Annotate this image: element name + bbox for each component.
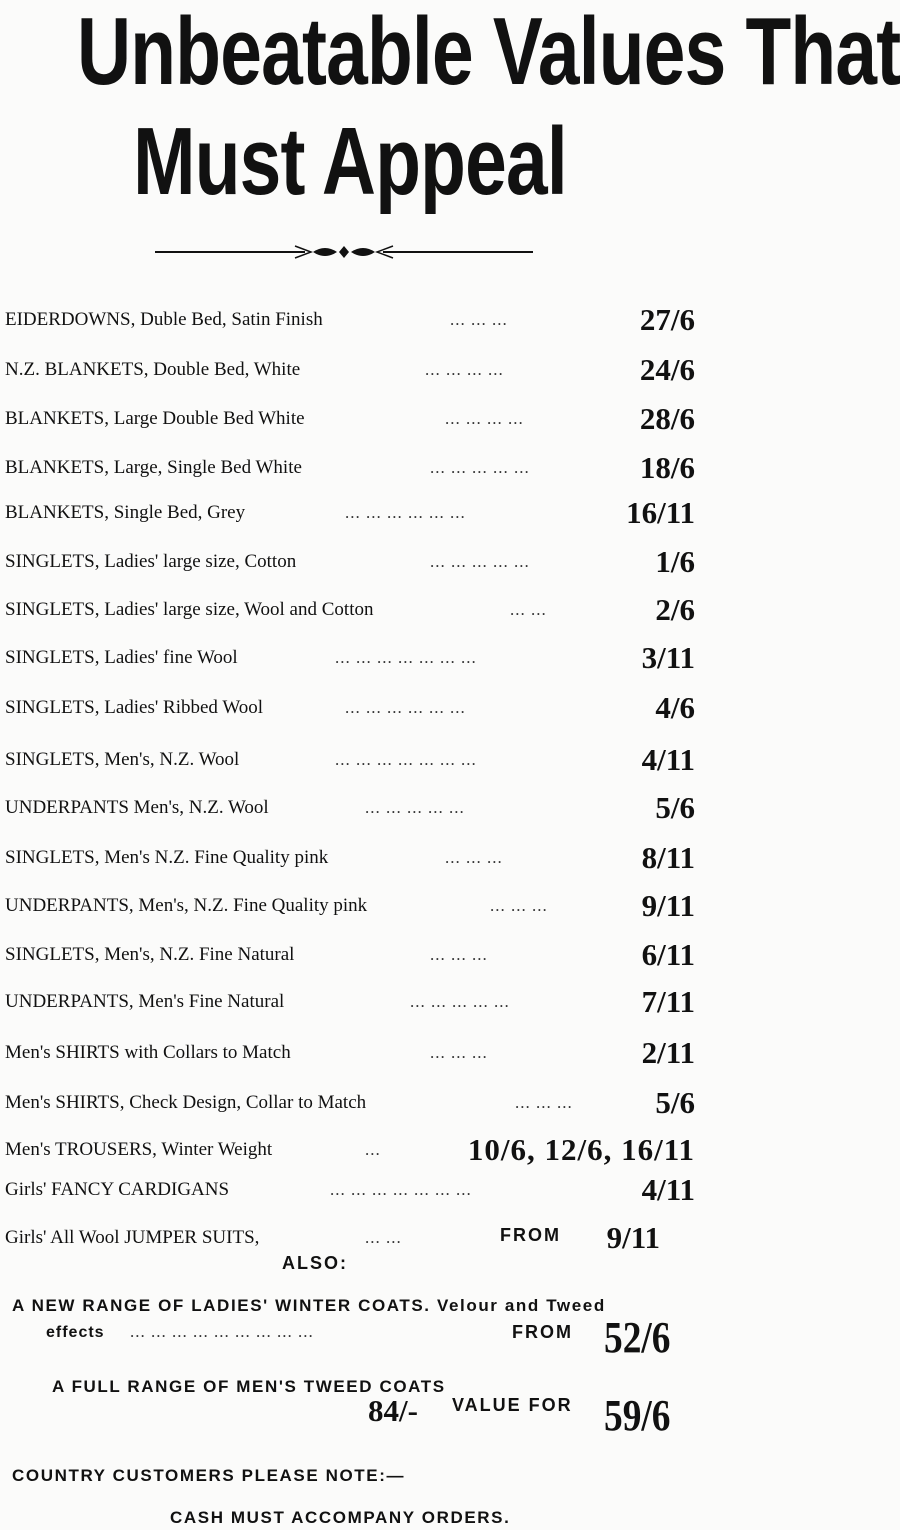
- list-item: [5, 350, 695, 390]
- item-name: BLANKETS, Single Bed, Grey: [5, 502, 246, 523]
- also-label: ALSO:: [282, 1253, 348, 1273]
- list-item: [5, 493, 695, 533]
- headline-line-2: Must Appeal: [133, 108, 567, 215]
- leader-dots: ... ... ... ... ... ... ...: [335, 648, 477, 667]
- item-name: SINGLETS, Ladies' fine Wool: [5, 647, 238, 668]
- leader-dots: ... ... ... ... ...: [430, 552, 530, 571]
- item-name: Men's TROUSERS, Winter Weight: [5, 1139, 273, 1160]
- item-price: 1/6: [655, 544, 695, 579]
- item-price: 6/11: [641, 937, 695, 972]
- leader-dots: ... ... ... ... ... ... ...: [335, 750, 477, 769]
- item-price: 4/11: [641, 1172, 695, 1207]
- item-name: SINGLETS, Men's, N.Z. Wool: [5, 749, 240, 770]
- value-for-label: VALUE FOR: [452, 1395, 573, 1415]
- cash-orders-note: CASH MUST ACCOMPANY ORDERS.: [170, 1508, 511, 1527]
- item-name: UNDERPANTS, Men's Fine Natural: [5, 991, 285, 1012]
- item-price: 4/6: [655, 690, 695, 725]
- leader-dots: ...: [365, 1140, 381, 1159]
- item-name: N.Z. BLANKETS, Double Bed, White: [5, 359, 301, 380]
- item-name: Girls' All Wool JUMPER SUITS,: [5, 1227, 260, 1248]
- item-name: BLANKETS, Large Double Bed White: [5, 408, 305, 429]
- item-name: SINGLETS, Ladies' large size, Wool and Cotton: [5, 599, 374, 620]
- list-item: [5, 886, 695, 926]
- list-item: [5, 935, 695, 975]
- list-item: [5, 542, 695, 582]
- item-name: Men's SHIRTS, Check Design, Collar to Match: [5, 1092, 367, 1113]
- list-item: [5, 1170, 695, 1210]
- from-label: FROM: [500, 1225, 561, 1245]
- item-price: 28/6: [639, 401, 695, 436]
- item-name: SINGLETS, Ladies' large size, Cotton: [5, 551, 297, 572]
- item-price: 16/11: [626, 495, 695, 530]
- leader-dots: ... ... ... ... ...: [430, 458, 530, 477]
- item-name: SINGLETS, Men's N.Z. Fine Quality pink: [5, 847, 329, 868]
- item-price: 7/11: [641, 984, 695, 1019]
- item-price: 24/6: [639, 352, 695, 387]
- item-price: 18/6: [639, 450, 695, 485]
- list-item: [5, 638, 695, 678]
- list-item: [5, 300, 695, 340]
- item-price: 5/6: [655, 790, 695, 825]
- item-price: 2/11: [641, 1035, 695, 1070]
- item-name: Girls' FANCY CARDIGANS: [5, 1179, 230, 1200]
- list-item: [5, 1130, 695, 1170]
- leader-dots: ... ... ... ... ...: [410, 992, 510, 1011]
- item-name: Men's SHIRTS with Collars to Match: [5, 1042, 291, 1063]
- leader-dots: ... ... ... ... ... ...: [345, 503, 466, 522]
- item-name: EIDERDOWNS, Duble Bed, Satin Finish: [5, 309, 323, 330]
- list-item: [5, 788, 695, 828]
- leader-dots: ... ... ...: [515, 1093, 573, 1112]
- item-price: 9/11: [606, 1220, 660, 1255]
- list-item: [5, 740, 695, 780]
- country-customers-note: COUNTRY CUSTOMERS PLEASE NOTE:—: [12, 1466, 406, 1485]
- item-price: 3/11: [641, 640, 695, 675]
- list-item: [5, 838, 695, 878]
- mens-coats-line-1: A FULL RANGE OF MEN'S TWEED COATS: [52, 1377, 446, 1396]
- item-price: 8/11: [641, 840, 695, 875]
- item-name: UNDERPANTS Men's, N.Z. Wool: [5, 797, 269, 818]
- item-name: SINGLETS, Ladies' Ribbed Wool: [5, 697, 264, 718]
- item-name: UNDERPANTS, Men's, N.Z. Fine Quality pink: [5, 895, 368, 916]
- leader-dots: ... ...: [365, 1228, 402, 1247]
- item-price: 10/6, 12/6, 16/11: [467, 1132, 695, 1167]
- ladies-coats-line-1: A NEW RANGE OF LADIES' WINTER COATS. Velour and Tweed: [12, 1296, 606, 1315]
- leader-dots: ... ... ...: [450, 310, 508, 329]
- list-item: [5, 688, 695, 728]
- ladies-coats-price: 52/6: [604, 1313, 671, 1362]
- list-item: [5, 982, 695, 1022]
- mens-coats-price: 59/6: [604, 1391, 671, 1440]
- leader-dots: ... ...: [510, 600, 547, 619]
- headline-line-1: Unbeatable Values That: [77, 0, 900, 105]
- leader-dots: ... ... ... ... ... ...: [345, 698, 466, 717]
- leader-dots: ... ... ... ... ... ... ... ... ...: [130, 1322, 314, 1341]
- item-price: 27/6: [639, 302, 695, 337]
- item-name: SINGLETS, Men's, N.Z. Fine Natural: [5, 944, 295, 965]
- list-item: [5, 399, 695, 439]
- leader-dots: ... ... ... ... ... ... ...: [330, 1180, 472, 1199]
- item-price: 4/11: [641, 742, 695, 777]
- leader-dots: ... ... ... ... ...: [365, 798, 465, 817]
- list-item: [5, 1083, 695, 1123]
- leader-dots: ... ... ...: [445, 848, 503, 867]
- list-item: [5, 590, 695, 630]
- leader-dots: ... ... ...: [490, 896, 548, 915]
- leader-dots: ... ... ...: [430, 945, 488, 964]
- list-item: [5, 448, 695, 488]
- ornament-divider: [155, 240, 533, 264]
- leader-dots: ... ... ... ...: [425, 360, 504, 379]
- list-item-jumper-suits: [5, 1218, 695, 1258]
- leader-dots: ... ... ... ...: [445, 409, 524, 428]
- list-item: [5, 1033, 695, 1073]
- item-price: 9/11: [641, 888, 695, 923]
- item-price: 2/6: [655, 592, 695, 627]
- leader-dots: ... ... ...: [430, 1043, 488, 1062]
- item-price: 5/6: [655, 1085, 695, 1120]
- item-name: BLANKETS, Large, Single Bed White: [5, 457, 302, 478]
- was-price: 84/-: [368, 1393, 418, 1428]
- from-label: FROM: [512, 1322, 573, 1342]
- ladies-coats-line-2: effects: [46, 1324, 105, 1341]
